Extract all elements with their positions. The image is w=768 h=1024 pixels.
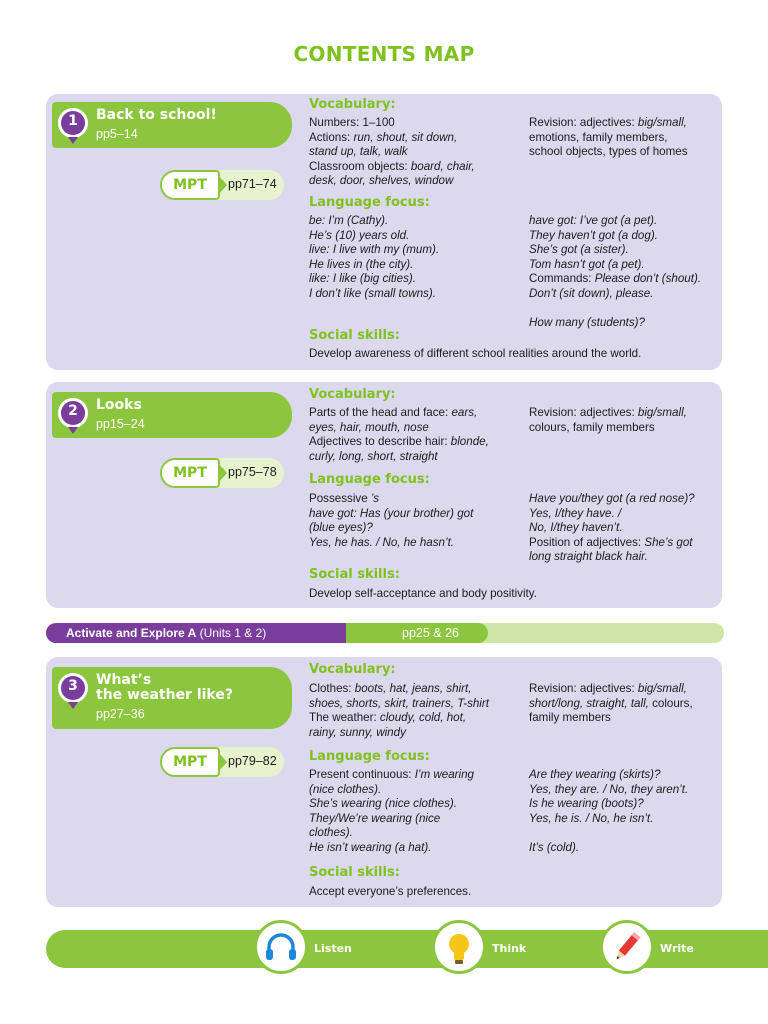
vocabulary-heading: Vocabulary: xyxy=(309,662,396,677)
social-skills-heading: Social skills: xyxy=(309,567,400,582)
social-skills-heading: Social skills: xyxy=(309,865,400,880)
legend-label: Listen xyxy=(314,942,352,955)
social-skills-text: Develop self-acceptance and body positivity. xyxy=(309,587,537,600)
social-skills-text: Accept everyone’s preferences. xyxy=(309,885,472,898)
mpt-pages: pp71–74 xyxy=(228,177,277,191)
legend-label: Think xyxy=(492,942,527,955)
vocab-right: Revision: adjectives: big/small, short/long, straight, tall, colours, family members xyxy=(529,682,693,725)
vocab-left: Clothes: boots, hat, jeans, shirt, shoes, shorts, skirt, trainers, T-shirt The weather: cloudy, cold, hot, rainy, sunny, windy xyxy=(309,682,489,739)
unit-pages: pp5–14 xyxy=(96,127,138,141)
unit-number-badge xyxy=(58,673,88,703)
vocab-left: Parts of the head and face: ears, eyes, hair, mouth, nose Adjectives to describe hair: blonde, curly, long, short, straight xyxy=(309,406,489,463)
legend-label: Write xyxy=(660,942,694,955)
mpt-label: MPT xyxy=(160,170,220,200)
mpt-label: MPT xyxy=(160,458,220,488)
mpt-tag xyxy=(160,747,284,777)
lang-left: Possessive ’s have got: Has (your brother) got (blue eyes)? Yes, he has. / No, he hasn’t. xyxy=(309,492,474,549)
mpt-label: MPT xyxy=(160,747,220,777)
pencil-icon xyxy=(600,920,654,974)
unit-pages: pp27–36 xyxy=(96,707,145,721)
unit-title: What’s xyxy=(96,672,152,688)
mpt-tag xyxy=(160,458,284,488)
social-skills-text: Develop awareness of different school realities around the world. xyxy=(309,347,642,360)
unit-card-1 xyxy=(46,94,722,370)
activate-pages: pp25 & 26 xyxy=(346,623,488,643)
mpt-tag xyxy=(160,170,284,200)
mpt-pages: pp75–78 xyxy=(228,465,277,479)
unit-number: 1 xyxy=(68,113,78,129)
language-focus-heading: Language focus: xyxy=(309,472,430,487)
headphones-icon xyxy=(254,920,308,974)
lightbulb-icon xyxy=(432,920,486,974)
language-focus-heading: Language focus: xyxy=(309,749,430,764)
unit-banner xyxy=(52,102,292,148)
unit-number: 3 xyxy=(68,678,78,694)
unit-pages: pp15–24 xyxy=(96,417,145,431)
unit-card-3 xyxy=(46,657,722,907)
mpt-pages: pp79–82 xyxy=(228,754,277,768)
lang-right: Are they wearing (skirts)? Yes, they are. / No, they aren’t. Is he wearing (boots)? Yes, he is. / No, he isn’t. It’s (cold). xyxy=(529,768,689,854)
lang-right: have got: I’ve got (a pet). They haven’t got (a dog). She’s got (a sister). Tom hasn’t got (a pet). Commands: Please don’t (shout). Don’t (sit down), please. How many (students)? xyxy=(529,214,702,330)
unit-title: Back to school! xyxy=(96,107,217,123)
activate-title: Activate and Explore A (Units 1 & 2) xyxy=(46,623,346,643)
vocabulary-heading: Vocabulary: xyxy=(309,97,396,112)
vocabulary-heading: Vocabulary: xyxy=(309,387,396,402)
unit-banner xyxy=(52,392,292,438)
unit-card-2 xyxy=(46,382,722,608)
lang-right: Have you/they got (a red nose)? Yes, I/they have. / No, I/they haven’t. Position of adjectives: She’s got long straight black hair. xyxy=(529,492,695,564)
page-title: CONTENTS MAP xyxy=(293,42,475,66)
unit-banner xyxy=(52,667,292,729)
unit-title: Looks xyxy=(96,397,142,413)
unit-number: 2 xyxy=(68,403,78,419)
vocab-right: Revision: adjectives: big/small, colours, family members xyxy=(529,406,687,434)
lang-left: be: I’m (Cathy). He’s (10) years old. live: I live with my (mum). He lives in (the city). like: I like (big cities). I don’t like (small towns). xyxy=(309,214,440,300)
activate-and-explore-bar xyxy=(46,623,724,643)
unit-number-badge xyxy=(58,108,88,138)
unit-number-badge xyxy=(58,398,88,428)
unit-title-line2: the weather like? xyxy=(96,687,233,703)
language-focus-heading: Language focus: xyxy=(309,195,430,210)
lang-left: Present continuous: I’m wearing (nice clothes). She’s wearing (nice clothes). They/We’re wearing (nice clothes). He isn’t wearing (a hat). xyxy=(309,768,474,854)
vocab-right: Revision: adjectives: big/small, emotions, family members, school objects, types of homes xyxy=(529,116,688,159)
vocab-left: Numbers: 1–100 Actions: run, shout, sit down, stand up, talk, walk Classroom objects: board, chair, desk, door, shelves, window xyxy=(309,116,475,188)
social-skills-heading: Social skills: xyxy=(309,328,400,343)
